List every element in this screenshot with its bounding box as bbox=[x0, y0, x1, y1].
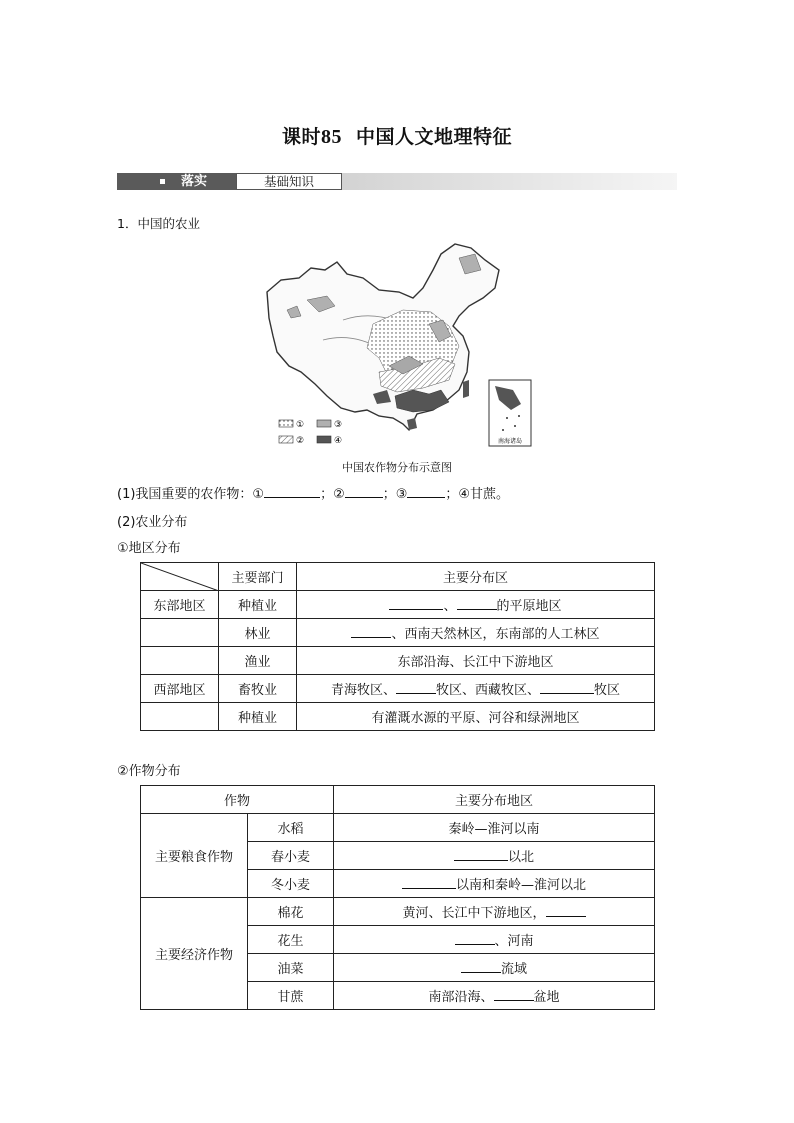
cell-text: 的平原地区 bbox=[496, 599, 562, 614]
legend-label-2: ② bbox=[296, 436, 305, 446]
dept-cell: 渔业 bbox=[219, 647, 297, 675]
subheading-region: ①地区分布 bbox=[117, 541, 181, 556]
cell-text: 盆地 bbox=[533, 990, 560, 1005]
cell-text: 牧区 bbox=[594, 683, 621, 698]
crop-distribution-table bbox=[140, 785, 655, 1010]
group-cell: 主要粮食作物 bbox=[141, 814, 248, 898]
table-row bbox=[141, 591, 655, 619]
region-cell bbox=[141, 619, 219, 647]
diagonal-header-cell bbox=[141, 563, 219, 591]
cell-text: 南部沿海、 bbox=[428, 990, 494, 1005]
title-text: 中国人文地理特征 bbox=[356, 126, 513, 148]
heading-agriculture: 1．中国的农业 bbox=[117, 216, 200, 231]
subheading-crop: ②作物分布 bbox=[117, 764, 181, 779]
legend-label-4: ④ bbox=[334, 436, 343, 446]
bullet-square-icon bbox=[160, 179, 165, 184]
cell-text: 、河南 bbox=[494, 934, 534, 949]
crop-cell: 花生 bbox=[248, 926, 334, 954]
table-row bbox=[141, 647, 655, 675]
table-row bbox=[141, 619, 655, 647]
table-header-cell: 主要部门 bbox=[219, 563, 297, 591]
dept-cell: 种植业 bbox=[219, 591, 297, 619]
page-title bbox=[0, 122, 794, 149]
group-cell: 主要经济作物 bbox=[141, 898, 248, 1010]
cell-text: 以北 bbox=[508, 850, 535, 865]
question-2: (2)农业分布 bbox=[117, 515, 188, 530]
table-header-row bbox=[141, 563, 655, 591]
region-cell: 西部地区 bbox=[141, 675, 219, 703]
region-cell bbox=[141, 647, 219, 675]
cell-text: 黄河、长江中下游地区， bbox=[402, 906, 546, 921]
answer-blank[interactable] bbox=[351, 625, 391, 638]
region-cell: 东部地区 bbox=[141, 591, 219, 619]
distribution-cell bbox=[334, 926, 655, 954]
question-1 bbox=[117, 483, 509, 502]
crop-cell: 冬小麦 bbox=[248, 870, 334, 898]
dept-cell: 畜牧业 bbox=[219, 675, 297, 703]
crop-cell: 水稻 bbox=[248, 814, 334, 842]
section-bar bbox=[117, 173, 677, 190]
legend-label-1: ① bbox=[296, 420, 305, 430]
crop-cell: 春小麦 bbox=[248, 842, 334, 870]
crop-cell: 棉花 bbox=[248, 898, 334, 926]
region-distribution-table bbox=[140, 562, 655, 731]
distribution-cell: 秦岭—淮河以南 bbox=[334, 814, 655, 842]
answer-blank[interactable] bbox=[396, 681, 436, 694]
dept-cell: 种植业 bbox=[219, 703, 297, 731]
map-region-4 bbox=[395, 390, 449, 412]
distribution-cell bbox=[334, 898, 655, 926]
q1-prefix: (1)我国重要的农作物： bbox=[117, 487, 253, 502]
distribution-cell bbox=[297, 675, 655, 703]
answer-blank[interactable] bbox=[457, 597, 497, 610]
table-header-row bbox=[141, 786, 655, 814]
map-caption: 中国农作物分布示意图 bbox=[342, 461, 452, 474]
distribution-cell bbox=[297, 619, 655, 647]
table-row bbox=[141, 814, 655, 842]
crop-cell: 甘蔗 bbox=[248, 982, 334, 1010]
answer-blank[interactable] bbox=[345, 485, 383, 498]
answer-blank[interactable] bbox=[264, 485, 320, 498]
cell-text: 青海牧区、 bbox=[330, 683, 396, 698]
q1-marker-1: ① bbox=[252, 487, 265, 502]
section-bar-box: 基础知识 bbox=[236, 173, 342, 190]
section-bar-label-area bbox=[117, 173, 236, 190]
section-bar-label: 落实 bbox=[181, 174, 208, 189]
distribution-cell bbox=[334, 842, 655, 870]
region-cell bbox=[141, 703, 219, 731]
title-prefix: 课时 bbox=[281, 126, 321, 148]
cell-text: 牧区、西藏牧区、 bbox=[435, 683, 540, 698]
answer-blank[interactable] bbox=[494, 988, 534, 1001]
distribution-cell bbox=[334, 954, 655, 982]
crop-cell: 油菜 bbox=[248, 954, 334, 982]
table-header-cell: 作物 bbox=[141, 786, 334, 814]
distribution-cell: 有灌溉水源的平原、河谷和绿洲地区 bbox=[297, 703, 655, 731]
diagonal-line bbox=[141, 563, 219, 591]
answer-blank[interactable] bbox=[546, 904, 586, 917]
cell-text: 以南和秦岭—淮河以北 bbox=[456, 878, 587, 893]
china-crop-map bbox=[263, 240, 535, 450]
q1-marker-3: ；③ bbox=[382, 487, 408, 502]
q1-marker-4: ；④甘蔗。 bbox=[445, 487, 510, 502]
map-legend bbox=[279, 420, 342, 446]
table-header-cell: 主要分布区 bbox=[297, 563, 655, 591]
title-number: 85 bbox=[321, 126, 342, 148]
map-inset-label: 南海诸岛 bbox=[497, 438, 523, 445]
answer-blank[interactable] bbox=[455, 932, 495, 945]
answer-blank[interactable] bbox=[461, 960, 501, 973]
answer-blank[interactable] bbox=[454, 848, 508, 861]
cell-text: 、 bbox=[443, 599, 457, 614]
distribution-cell bbox=[334, 870, 655, 898]
table-header-cell: 主要分布地区 bbox=[334, 786, 655, 814]
table-row bbox=[141, 898, 655, 926]
map-region-4 bbox=[463, 380, 469, 398]
distribution-cell: 东部沿海、长江中下游地区 bbox=[297, 647, 655, 675]
answer-blank[interactable] bbox=[402, 876, 456, 889]
cell-text: 流域 bbox=[501, 962, 528, 977]
answer-blank[interactable] bbox=[389, 597, 443, 610]
table-row bbox=[141, 703, 655, 731]
q1-marker-2: ；② bbox=[320, 487, 345, 502]
table-row bbox=[141, 675, 655, 703]
dept-cell: 林业 bbox=[219, 619, 297, 647]
distribution-cell bbox=[334, 982, 655, 1010]
distribution-cell bbox=[297, 591, 655, 619]
cell-text: 、西南天然林区，东南部的人工林区 bbox=[391, 627, 600, 642]
legend-label-3: ③ bbox=[334, 420, 343, 430]
answer-blank[interactable] bbox=[407, 485, 445, 498]
answer-blank[interactable] bbox=[540, 681, 594, 694]
